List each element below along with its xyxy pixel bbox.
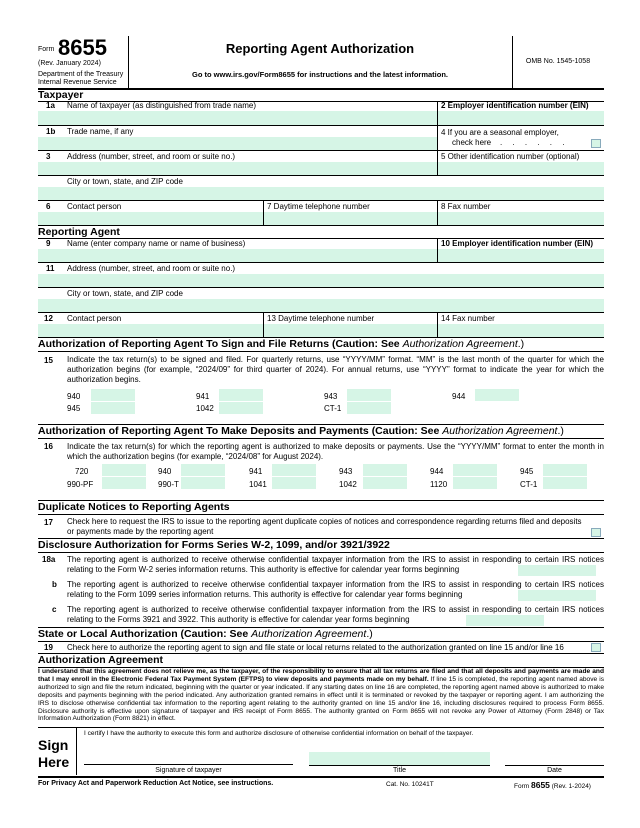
line-11-number: 11 [46,264,55,273]
l15-941-field[interactable] [219,389,263,401]
3921-year-field[interactable] [466,615,544,626]
line-18b-number: b [52,580,57,589]
line-8-label: 8 Fax number [441,202,491,211]
form-1042-label: 1042 [196,404,214,413]
sign-label: Sign [38,737,69,753]
line-7-label: 7 Daytime telephone number [267,202,370,211]
form-943-label: 943 [324,392,338,401]
line-18a-number: 18a [42,555,56,564]
deposits-heading: Authorization of Reporting Agent To Make Deposits and Payments (Caution: See Authorization Agreement.) [38,425,564,437]
title-label: Title [393,767,406,774]
form-945-label: 945 [67,404,81,413]
form-1042-label: 1042 [339,480,357,489]
revision-date: (Rev. January 2024) [38,60,101,67]
line-9-label: Name (enter company name or name of business) [67,239,246,248]
line-15-number: 15 [44,356,53,365]
taxpayer-ein-field[interactable] [438,111,604,125]
l15-943-field[interactable] [347,389,391,401]
disclosure-heading: Disclosure Authorization for Forms Series W-2, 1099, and/or 3921/3922 [38,539,390,551]
line-1b-label: Trade name, if any [67,127,134,136]
form-990pf-label: 990-PF [67,480,94,489]
l15-1042-field[interactable] [219,402,263,414]
l16-ct1-field[interactable] [543,477,587,489]
l16-945-field[interactable] [543,464,587,476]
leader-dots: . . . . . . [500,138,569,147]
here-label: Here [38,754,70,770]
line-1b-number: 1b [46,127,56,136]
signature-label: Signature of taxpayer [155,767,222,774]
line-17-number: 17 [44,518,53,527]
line-5-label: 5 Other identification number (optional) [441,152,580,161]
w2-year-field[interactable] [518,565,596,576]
1099-year-field[interactable] [518,590,596,601]
l16-1042-field[interactable] [363,477,407,489]
seasonal-employer-checkbox[interactable] [591,139,601,148]
agent-phone-field[interactable] [264,324,437,337]
form-940-label: 940 [67,392,81,401]
line-6-label: Contact person [67,202,122,211]
form-number: 8655 [58,35,107,60]
catalog-number: Cat. No. 10241T [386,781,434,788]
agent-city-field[interactable] [38,299,604,312]
omb-number: OMB No. 1545-1058 [525,58,591,65]
form-label: Form [38,46,55,53]
l16-941-field[interactable] [272,464,316,476]
line-11-label: Address (number, street, and room or suite no.) [67,264,236,273]
page-title: Reporting Agent Authorization [225,41,415,56]
form-944-label: 944 [452,392,466,401]
agent-address-field[interactable] [38,274,604,287]
line-18c-number: c [52,605,57,614]
l15-944-field[interactable] [475,389,519,401]
certify-text: I certify I have the authority to execute this form and authorize disclosure of otherwise confidential information on behalf of the taxpayer. [84,730,474,737]
form-990t-label: 990-T [158,480,179,489]
l16-990pf-field[interactable] [102,477,146,489]
form-720-label: 720 [75,467,89,476]
agreement-text: I understand that this agreement does not relieve me, as the taxpayer, of the responsibility to ensure that all tax returns are filed and that all deposits and payments are made and that I may enroll in the Electronic Federal Tax Payment System (EFTPS) to view deposits and payments made on my behalf. If line 15 is completed, the reporting agent named above is authorized to sign and file the return indicated, beginning with the quarter or year indicated. If any starting dates on line 16 are completed, the reporting agent named above is authorized to make deposits and payments beginning with the period indicated. Any authorization granted remains in effect until it is terminated or revoked by the taxpayer or reporting agent. I am authorizing the IRS to disclose otherwise confidential tax information to the reporting agent relating to the authority granted on line 15 and/or line 16, including disclosures required to process Form 8655. Disclosure authority is effective upon signature of taxpayer and IRS receipt of Form 8655. The authority granted on Form 8655 will not revoke any Power of Attorney (Form 2848) or Tax Information Authorization (Form 8821) in effect. [38,668,604,723]
agent-heading: Reporting Agent [38,226,120,238]
l16-944-field[interactable] [453,464,497,476]
date-field[interactable] [505,752,604,765]
l16-990t-field[interactable] [181,477,225,489]
agent-contact-field[interactable] [38,324,263,337]
department: Department of the Treasury [38,71,124,78]
date-label: Date [547,767,562,774]
l16-940-field[interactable] [181,464,225,476]
line-19-text: Check here to authorize the reporting agent to sign and file state or local returns related to the authorization granted on line 15 and/or line 16 [67,643,564,652]
taxpayer-heading: Taxpayer [38,89,84,101]
agent-fax-field[interactable] [438,324,604,337]
form-940-label: 940 [158,467,172,476]
taxpayer-phone-field[interactable] [264,212,437,225]
l16-1120-field[interactable] [453,477,497,489]
line-16-number: 16 [44,442,53,451]
title-field[interactable] [309,752,490,765]
taxpayer-contact-field[interactable] [38,212,263,225]
line-18b-text: The reporting agent is authorized to receive otherwise confidential taxpayer information from the IRS to assist in responding to certain IRS notices relating to the Form 1099 series information returns. This authority is effective for calendar year forms beginning [67,580,604,599]
form-941-label: 941 [196,392,210,401]
taxpayer-city-field[interactable] [38,187,604,200]
line-3-number: 3 [46,152,51,161]
taxpayer-fax-field[interactable] [438,212,604,225]
form-945-label: 945 [520,467,534,476]
agent-ein-field[interactable] [438,249,604,262]
line-17-text: Check here to request the IRS to issue to the reporting agent duplicate copies of notices and correspondence regarding returns filed and deposits or payments made by the reporting agent [67,517,582,536]
l16-943-field[interactable] [363,464,407,476]
line-4-check-label: check here [452,138,492,147]
line-18a-text: The reporting agent is authorized to receive otherwise confidential taxpayer information from the IRS to assist in responding to certain IRS notices relating to the Form W-2 series information returns. This authority is effective for calendar year forms beginning [67,555,604,574]
line-6-number: 6 [46,202,51,211]
instructions-link-text: Go to www.irs.gov/Form8655 for instructions and the latest information. [191,70,448,79]
line-18c-text: The reporting agent is authorized to receive otherwise confidential taxpayer information from the IRS to assist in responding to certain IRS notices relating to the Forms 3921 and 3922. This authority is effective for calendar year forms beginning [67,605,604,624]
l16-1041-field[interactable] [272,477,316,489]
agent-name-field[interactable] [38,249,437,262]
line-2-label: 2 Employer identification number (EIN) [441,101,589,110]
form-943-label: 943 [339,467,353,476]
privacy-notice: For Privacy Act and Paperwork Reduction Act Notice, see instructions. [38,780,274,787]
duplicate-heading: Duplicate Notices to Reporting Agents [38,501,230,513]
line-13-label: 13 Daytime telephone number [267,314,375,323]
line-9-number: 9 [46,239,51,248]
agreement-heading: Authorization Agreement [38,654,164,666]
line-12-number: 12 [44,314,53,323]
sign-file-heading: Authorization of Reporting Agent To Sign and File Returns (Caution: See Authorization Agreement.) [38,338,525,350]
agent-city-label: City or town, state, and ZIP code [67,289,183,298]
trade-name-field[interactable] [38,137,437,150]
line-4-label: 4 If you are a seasonal employer, [441,128,559,137]
footer-form-id: Form 8655 (Rev. 1-2024) [514,780,591,790]
line-15-text: Indicate the tax return(s) to be signed and filed. For quarterly returns, use “YYYY/MM” format. “MM” is the last month of the quarter for which the authorization begins (for example, “2024/09” for third quarter of 2024). For annual returns, use “YYYY” format to indicate the year for which the authorization begins. [67,355,604,384]
line-14-label: 14 Fax number [441,314,495,323]
line-3-label: Address (number, street, and room or suite no.) [67,152,236,161]
l15-940-field[interactable] [91,389,135,401]
form-ct1-label: CT-1 [324,404,342,413]
line-10-label: 10 Employer identification number (EIN) [441,239,594,248]
line-16-text: Indicate the tax return(s) for which the reporting agent is authorized to make deposits or payments. Use the “YYYY/MM” format to enter the month in which the authorization begins (for example, “2024/08” for August 2024). [67,442,604,461]
taxpayer-name-field[interactable] [38,111,437,125]
state-heading: State or Local Authorization (Caution: See Authorization Agreement.) [38,628,373,640]
duplicate-notices-checkbox[interactable] [591,528,601,537]
signature-field[interactable] [84,750,293,764]
form-1120-label: 1120 [430,480,448,489]
taxpayer-address-field[interactable] [38,162,437,175]
line-1a-number: 1a [46,101,55,110]
line-12-label: Contact person [67,314,122,323]
other-id-field[interactable] [438,162,604,175]
taxpayer-city-label: City or town, state, and ZIP code [67,177,183,186]
line-1a-label: Name of taxpayer (as distinguished from trade name) [67,101,256,110]
l16-720-field[interactable] [102,464,146,476]
form-1041-label: 1041 [249,480,267,489]
l15-945-field[interactable] [91,402,135,414]
state-local-checkbox[interactable] [591,643,601,652]
agency: Internal Revenue Service [38,79,117,86]
form-941-label: 941 [249,467,263,476]
l15-ct1-field[interactable] [347,402,391,414]
line-19-number: 19 [44,643,53,652]
form-ct1-label: CT-1 [520,480,538,489]
form-944-label: 944 [430,467,444,476]
